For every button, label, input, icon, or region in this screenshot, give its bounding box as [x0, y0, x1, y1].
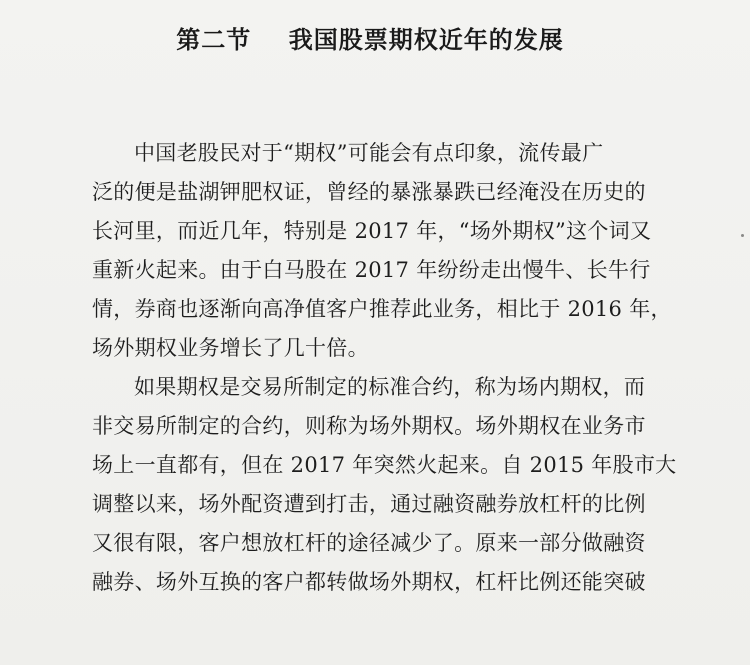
body-text — [92, 134, 678, 602]
page-title — [0, 20, 740, 55]
text-line: 中国老股民对于“期权”可能会有点印象，流传最广 — [134, 141, 604, 165]
text-line: 调整以来，场外配资遭到打击，通过融资融券放杠杆的比例 — [92, 492, 646, 516]
section-title: 我国股票期权近年的发展 — [288, 26, 564, 54]
paper-speck — [741, 234, 744, 237]
text-line: 长河里，而近几年，特别是 2017 年，“场外期权”这个词又 — [92, 219, 652, 243]
text-line: 又很有限，客户想放杠杆的途径减少了。原来一部分做融资 — [92, 531, 646, 555]
text-line: 泛的便是盐湖钾肥权证，曾经的暴涨暴跌已经淹没在历史的 — [92, 180, 646, 204]
section-number: 第二节 — [176, 26, 252, 54]
text-line: 如果期权是交易所制定的标准合约，称为场内期权，而 — [134, 375, 646, 399]
text-line: 重新火起来。由于白马股在 2017 年纷纷走出慢牛、长牛行 — [92, 258, 651, 282]
text-line: 场外期权业务增长了几十倍。 — [92, 336, 369, 360]
text-line: 情，券商也逐渐向高净值客户推荐此业务，相比于 2016 年， — [92, 297, 672, 321]
paragraph-2 — [92, 368, 678, 602]
text-line: 融券、场外互换的客户都转做场外期权，杠杆比例还能突破 — [92, 570, 646, 594]
text-line: 场上一直都有，但在 2017 年突然火起来。自 2015 年股市大 — [92, 453, 677, 477]
paragraph-1 — [92, 134, 678, 368]
text-line: 非交易所制定的合约，则称为场外期权。场外期权在业务市 — [92, 414, 646, 438]
